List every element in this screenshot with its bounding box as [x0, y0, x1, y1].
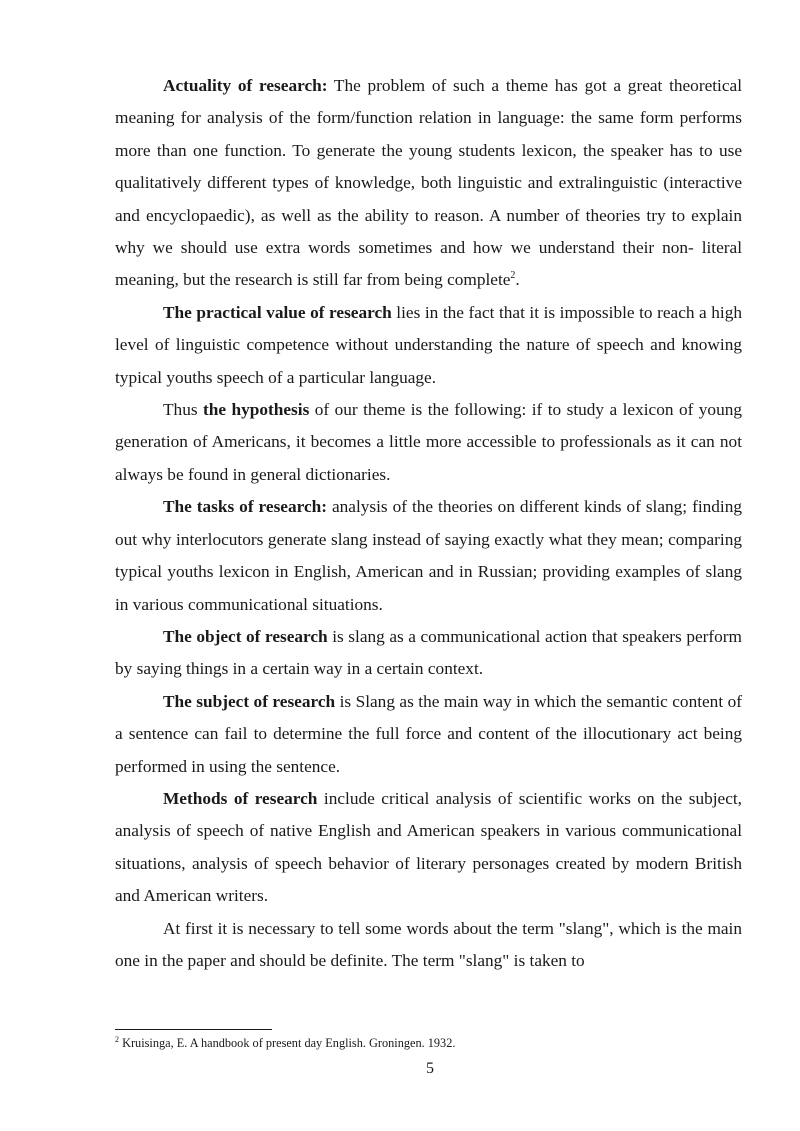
- paragraph-tasks: [115, 491, 742, 621]
- paragraph-lead: The object of research: [163, 626, 328, 646]
- paragraph-lead: The tasks of research:: [163, 497, 327, 517]
- paragraph-hypothesis: [115, 394, 742, 491]
- paragraph-text: include critical analysis of scientific works on the subject, analysis of speech of native English and American speakers in various communicational situations, analysis of speech behavior of literary personages created by modern British and American writers.: [115, 788, 742, 906]
- paragraph-slang-term: [115, 913, 742, 978]
- footnote-reference[interactable]: 2: [510, 270, 516, 282]
- paragraph-lead: Methods of research: [163, 788, 318, 808]
- paragraph-lead: The practical value of research: [163, 302, 392, 322]
- paragraph-object: [115, 621, 742, 686]
- paragraph-pre: Thus: [163, 400, 204, 420]
- paragraph-text: is slang as a communicational action that speakers perform by saying things in a certain way in a certain context.: [115, 626, 742, 679]
- paragraph-subject: [115, 686, 742, 783]
- page-number: 5: [426, 1060, 434, 1077]
- paragraph-lead: the hypothesis: [203, 400, 310, 420]
- footnote-text: Kruisinga, E. A handbook of present day English. Groningen. 1932.: [119, 1036, 456, 1050]
- paragraph-tail: .: [515, 270, 520, 290]
- footnote-number: 2: [115, 1034, 119, 1044]
- footnote-separator: [115, 1029, 272, 1030]
- footnote: [115, 1035, 742, 1051]
- page-body: [115, 70, 742, 977]
- paragraph-text: The problem of such a theme has got a great theoretical meaning for analysis of the form/function relation in language: the same form performs more than one function. To generate the young students lexicon, the speaker has to use qualitatively different types of knowledge, both linguistic and extralinguistic (interactive and encyclopaedic), as well as the ability to reason. A number of theories try to explain why we should use extra words sometimes and how we understand their non- literal meaning, but the research is still far from being complete: [115, 76, 742, 290]
- paragraph-lead: The subject of research: [163, 691, 336, 711]
- paragraph-methods: [115, 783, 742, 913]
- paragraph-actuality: [115, 70, 742, 297]
- paragraph-lead: Actuality of research:: [163, 76, 328, 95]
- paragraph-text: At first it is necessary to tell some words about the term "slang", which is the main one in the paper and should be definite. The term "slang" is taken to: [115, 918, 742, 970]
- paragraph-text: of our theme is the following: if to study a lexicon of young generation of Americans, it becomes a little more accessible to professionals as it can not always be found in general dictionaries.: [115, 400, 742, 484]
- paragraph-practical-value: [115, 297, 742, 394]
- paragraph-text: is Slang as the main way in which the semantic content of a sentence can fail to determine the full force and content of the illocutionary act being performed in using the sentence.: [115, 691, 742, 776]
- paragraph-text: lies in the fact that it is impossible to reach a high level of linguistic competence without understanding the nature of speech and knowing typical youths speech of a particular language.: [115, 302, 743, 387]
- paragraph-text: analysis of the theories on different kinds of slang; finding out why interlocutors generate slang instead of saying exactly what they mean; comparing typical youths lexicon in English, American and in Russian; providing examples of slang in various communicational situations.: [115, 497, 742, 614]
